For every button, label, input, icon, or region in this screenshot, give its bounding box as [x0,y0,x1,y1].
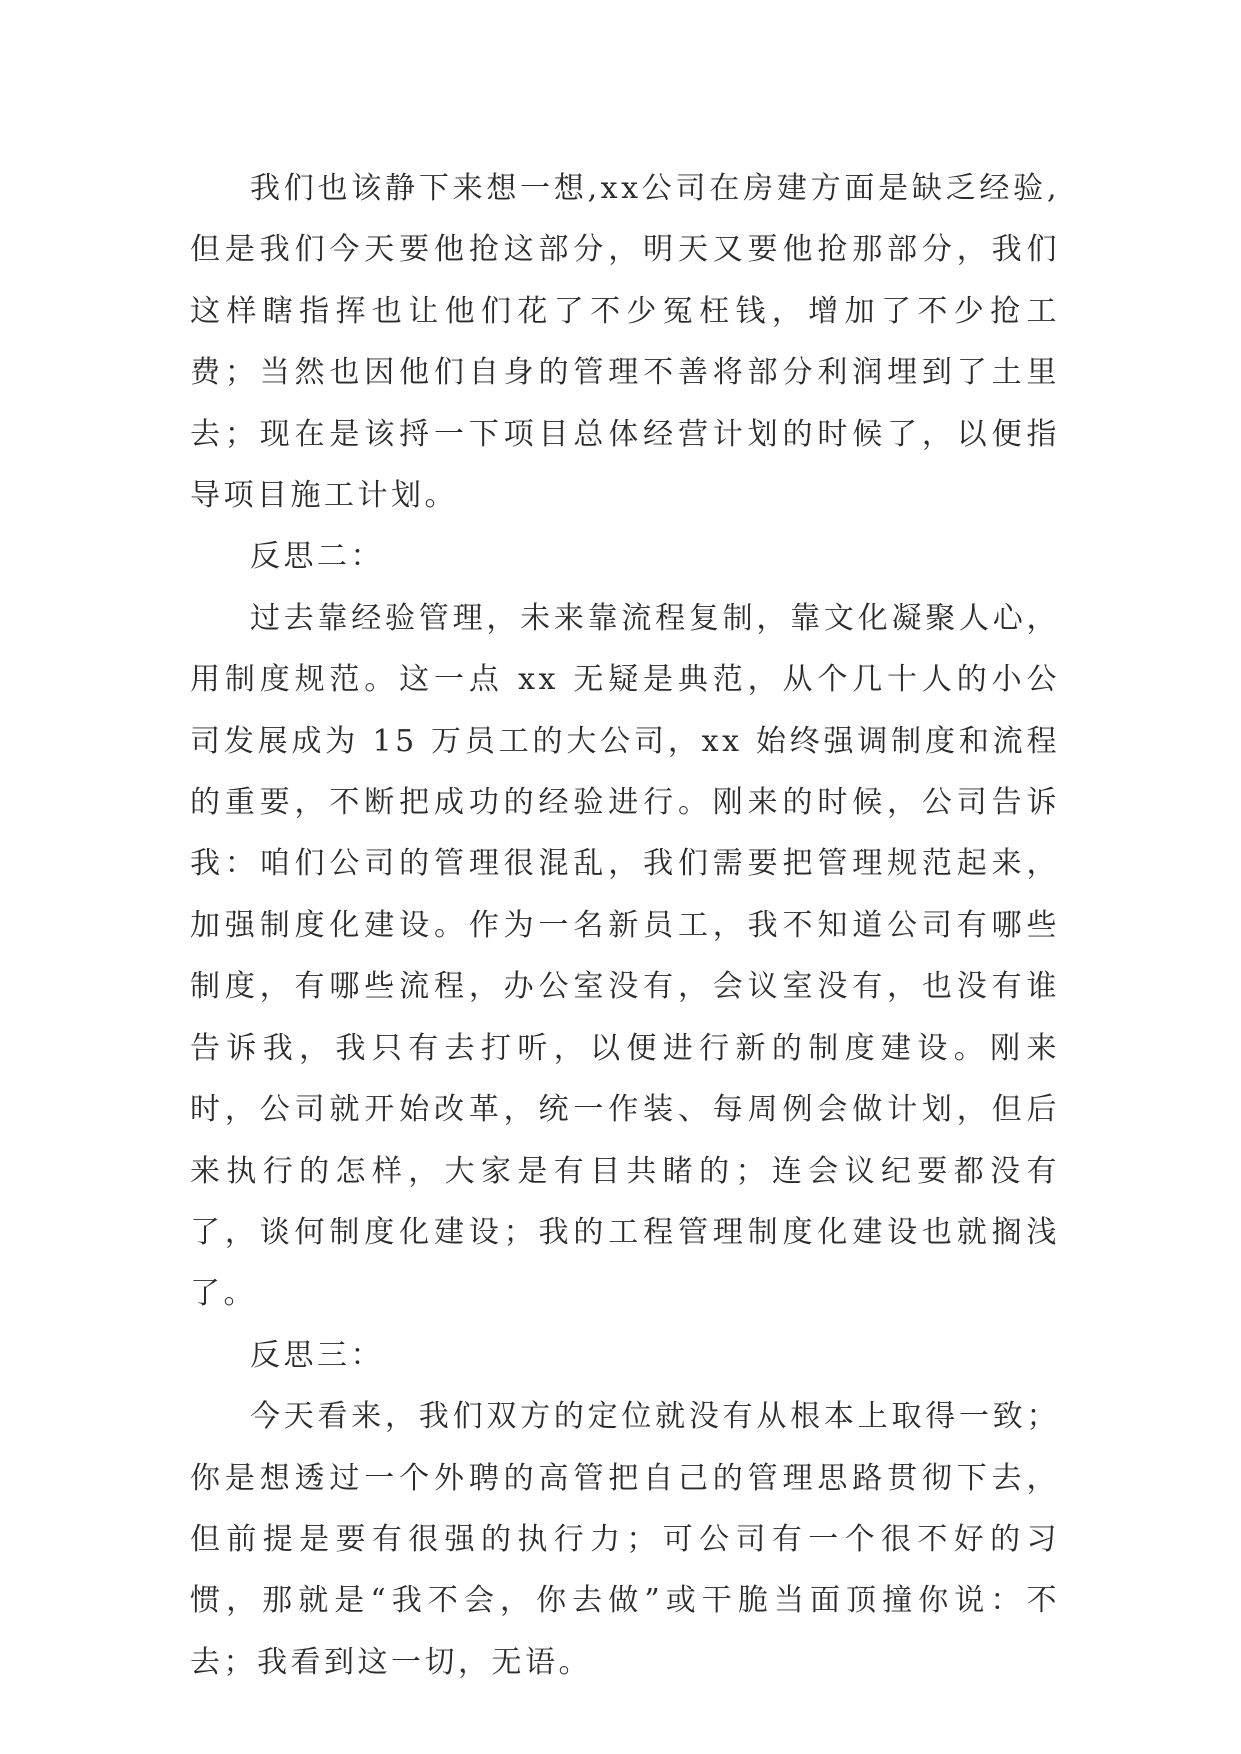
heading-reflection-two: 反思二： [250,539,384,575]
document-body [190,158,1060,1693]
paragraph-reflection-two-body: 过去靠经验管理，未来靠流程复制，靠文化凝聚人心，用制度规范。这一点 xx 无疑是典范，从个几十人的小公司发展成为 15 万员工的大公司，xx 始终强调制度和流程的重要，不断把成功的经验进行。刚来的时候，公司告诉我：咱们公司的管理很混乱，我们需要把管理规范起来，加强制度化建设。作为一名新员工，我不知道公司有哪些制度，有哪些流程，办公室没有，会议室没有，也没有谁告诉我，我只有去打听，以便进行新的制度建设。刚来时，公司就开始改革，统一作装、每周例会做计划，但后来执行的怎样，大家是有目共睹的；连会议纪要都没有了，谈何制度化建设；我的工程管理制度化建设也就搁浅了。 [190,600,1060,1312]
paragraph-reflection-three-body: 今天看来，我们双方的定位就没有从根本上取得一致；你是想透过一个外聘的高管把自己的管理思路贯彻下去，但前提是要有很强的执行力；可公司有一个很不好的习惯，那就是“我不会，你去做”或干脆当面顶撞你说：不去；我看到这一切，无语。 [190,1399,1060,1680]
heading-reflection-three: 反思三： [250,1337,384,1373]
paragraph-reflection-one-body: 我们也该静下来想一想,xx公司在房建方面是缺乏经验,但是我们今天要他抢这部分，明天又要他抢那部分，我们这样瞎指挥也让他们花了不少冤枉钱，增加了不少抢工费；当然也因他们自身的管理不善将部分利润埋到了土里去；现在是该捋一下项目总体经营计划的时候了，以便指导项目施工计划。 [190,171,1060,514]
